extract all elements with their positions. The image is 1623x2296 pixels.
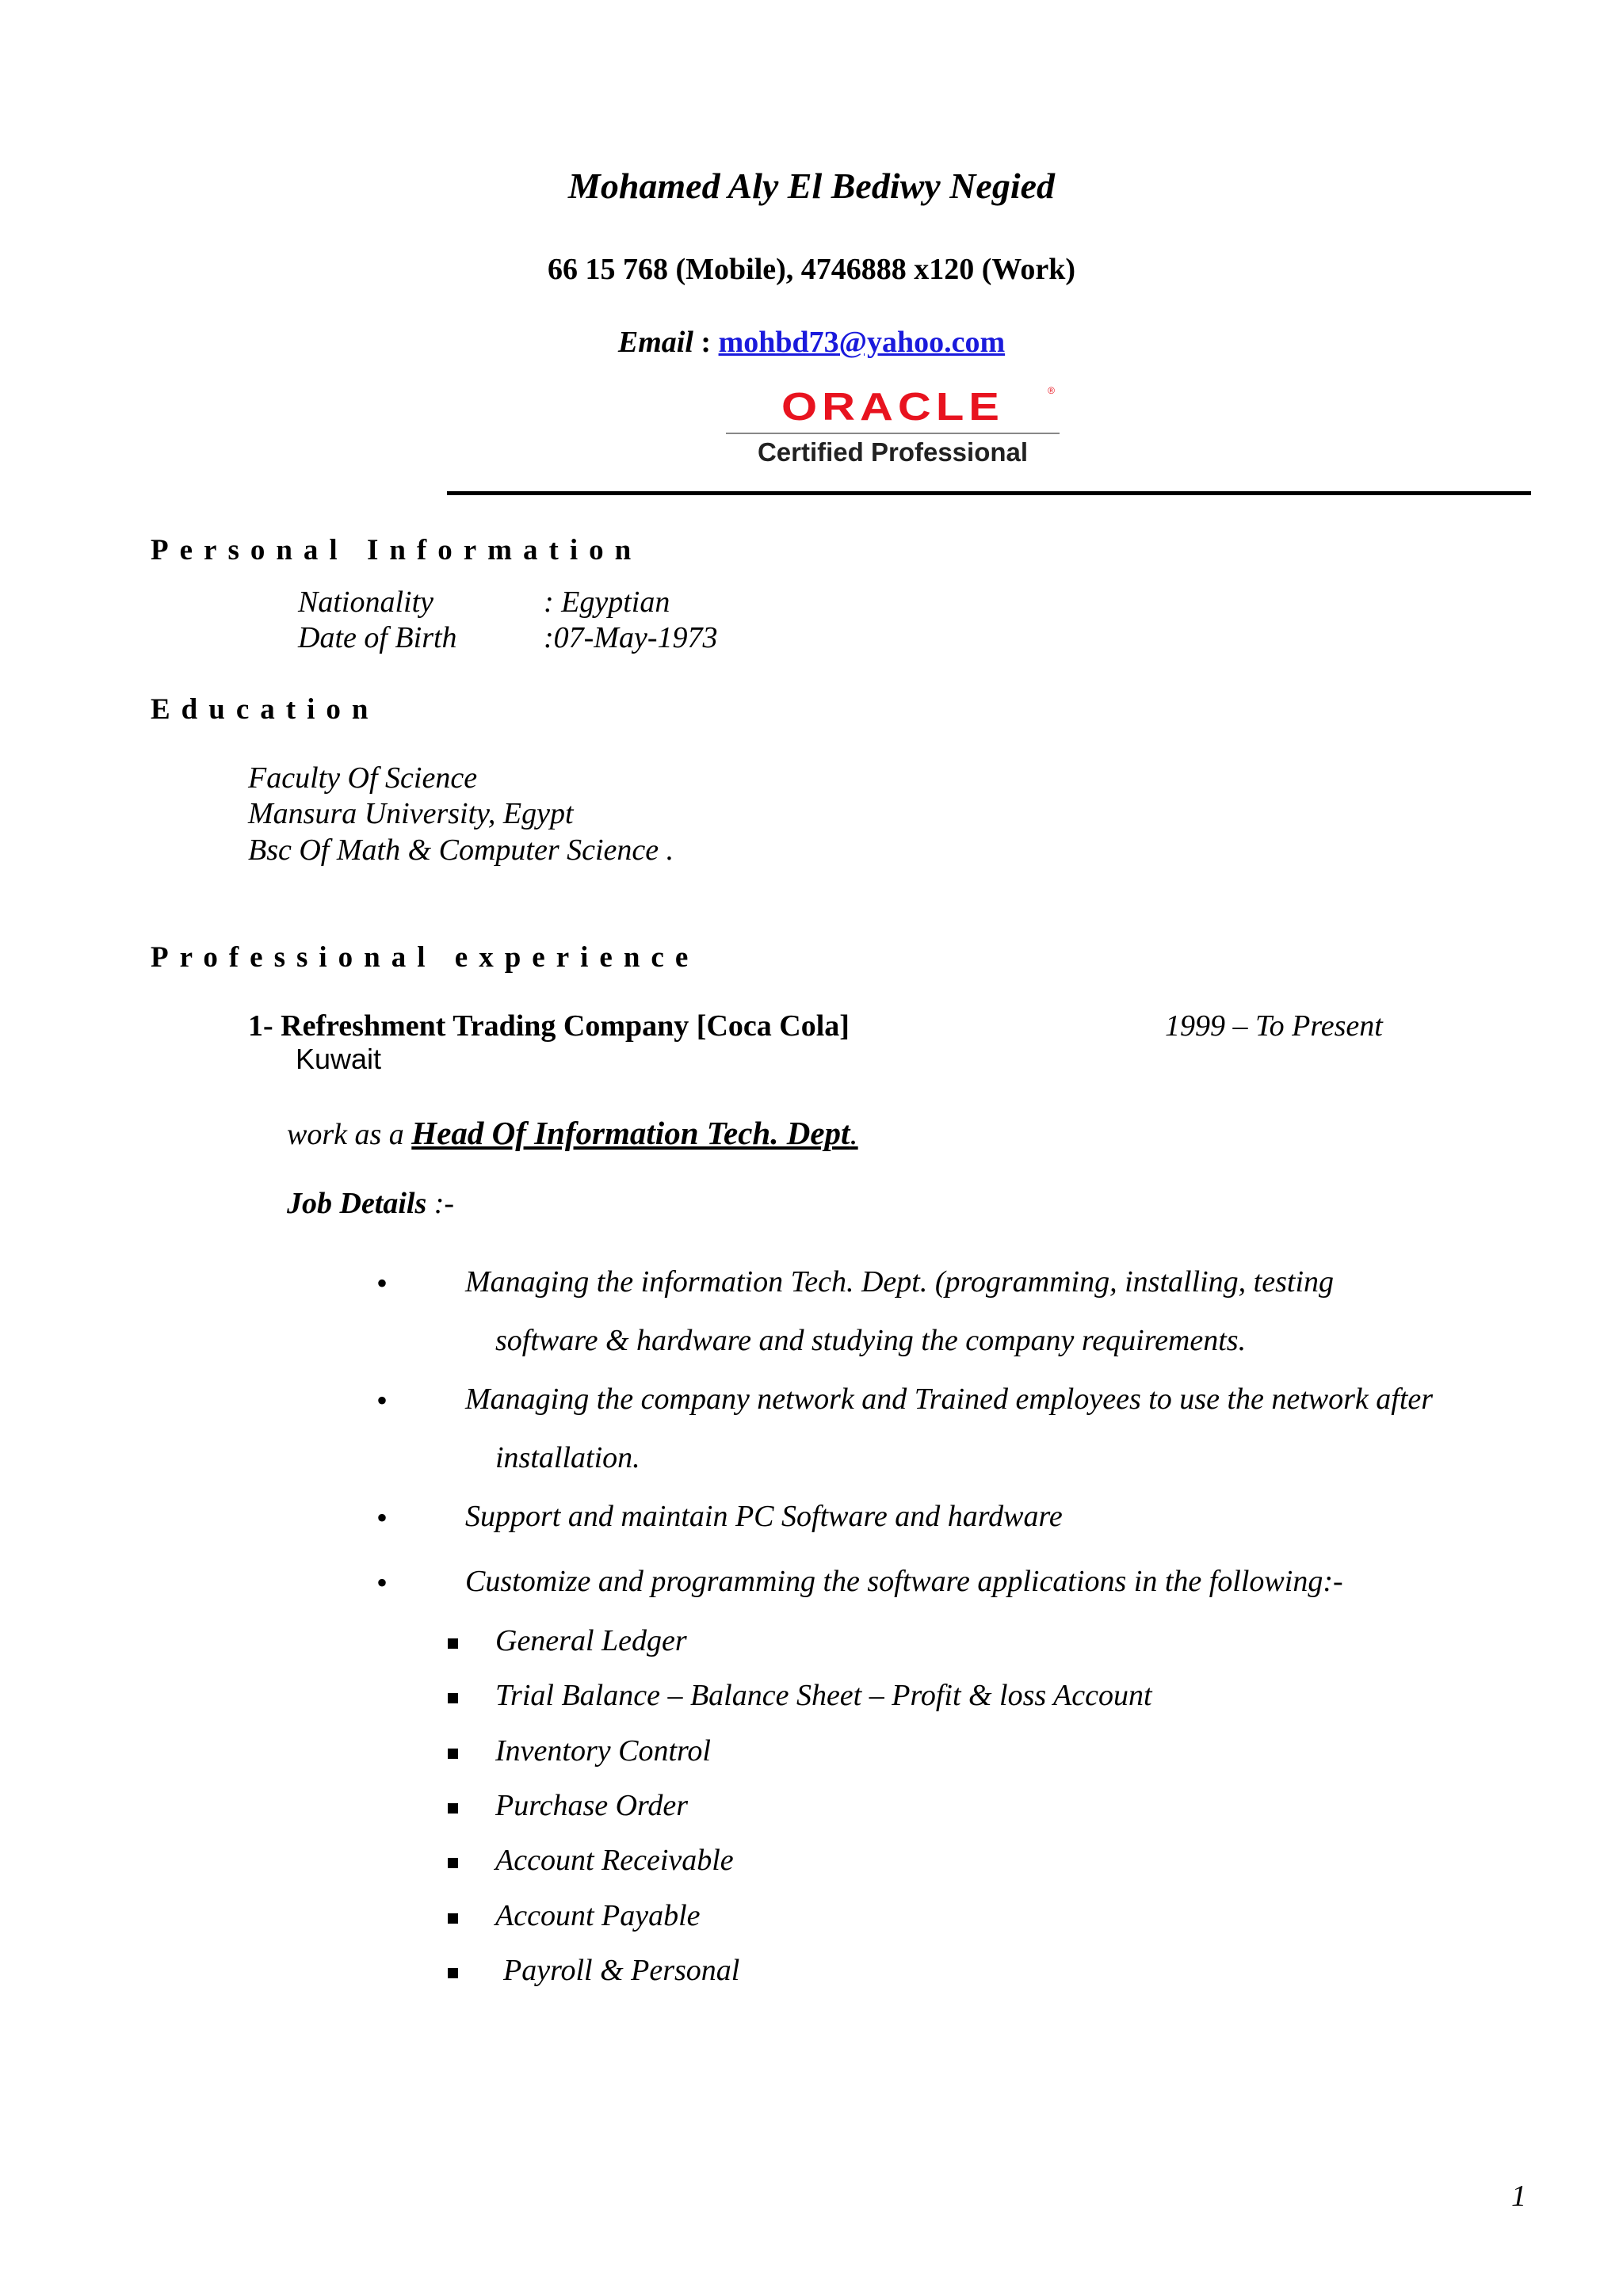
- square-bullet-icon: [448, 1913, 458, 1924]
- job-details-heading: [287, 1186, 454, 1221]
- section-heading-personal: Personal Information: [151, 534, 643, 566]
- education-line: Bsc Of Math & Computer Science .: [248, 833, 674, 867]
- header-divider: [447, 491, 1531, 495]
- nationality-value: : Egyptian: [544, 585, 670, 619]
- job-period: 1999 – To Present: [1165, 1009, 1383, 1043]
- square-bullet-icon: [448, 1693, 458, 1703]
- section-heading-education: Education: [151, 693, 380, 726]
- bullet-icon: •: [376, 1500, 388, 1535]
- square-bullet-icon: [448, 1968, 458, 1978]
- square-bullet-icon: [448, 1638, 458, 1649]
- bullet-icon: •: [376, 1383, 388, 1418]
- education-line: Faculty Of Science: [248, 761, 478, 795]
- logo-divider: [726, 433, 1060, 434]
- oracle-certified-logo: [724, 380, 1061, 477]
- square-bullet-icon: [448, 1803, 458, 1814]
- email-label: Email: [617, 326, 693, 359]
- job-details-suffix: :-: [426, 1187, 455, 1220]
- square-bullet-icon: [448, 1749, 458, 1759]
- job-location: Kuwait: [296, 1043, 382, 1075]
- registered-mark: ®: [1048, 385, 1055, 396]
- job-role-line: [287, 1114, 858, 1152]
- sub-list-item: General Ledger: [495, 1624, 687, 1657]
- email-separator: :: [693, 326, 719, 359]
- list-item-continuation: software & hardware and studying the company requirements.: [495, 1324, 1247, 1357]
- oracle-logo-wordmark: ORACLE: [781, 384, 1004, 429]
- education-line: Mansura University, Egypt: [248, 797, 574, 830]
- list-item: Support and maintain PC Software and hardware: [465, 1500, 1063, 1533]
- page-number: 1: [1511, 2180, 1526, 2213]
- job-role: Head Of Information Tech. Dept: [411, 1115, 850, 1151]
- square-bullet-icon: [448, 1858, 458, 1868]
- bullet-icon: •: [376, 1265, 388, 1301]
- email-line: [0, 325, 1623, 360]
- dob-value: :07-May-1973: [544, 621, 718, 654]
- list-item: Managing the company network and Trained employees to use the network after: [465, 1383, 1434, 1416]
- role-tail: .: [850, 1115, 858, 1151]
- candidate-name: Mohamed Aly El Bediwy Negied: [567, 166, 1056, 206]
- sub-list-item: Trial Balance – Balance Sheet – Profit & loss Account: [495, 1679, 1152, 1712]
- section-heading-experience: Professional experience: [151, 941, 700, 974]
- job-title: 1- Refreshment Trading Company [Coca Cola]: [248, 1009, 850, 1043]
- list-item: Customize and programming the software applications in the following:-: [465, 1565, 1343, 1598]
- sub-list-item: Account Receivable: [495, 1844, 734, 1877]
- oracle-logo-subtitle: Certified Professional: [757, 437, 1029, 467]
- sub-list-item: Inventory Control: [495, 1734, 711, 1768]
- dob-label: Date of Birth: [298, 621, 457, 654]
- email-link[interactable]: mohbd73@yahoo.com: [718, 326, 1006, 359]
- phone-numbers: 66 15 768 (Mobile), 4746888 x120 (Work): [547, 253, 1075, 286]
- sub-list-item: Account Payable: [495, 1899, 701, 1932]
- role-prefix: work as a: [287, 1118, 412, 1151]
- list-item-continuation: installation.: [495, 1441, 640, 1474]
- sub-list-item: Payroll & Personal: [503, 1954, 740, 1987]
- nationality-label: Nationality: [298, 585, 433, 619]
- list-item: Managing the information Tech. Dept. (programming, installing, testing: [465, 1265, 1335, 1299]
- sub-list-item: Purchase Order: [495, 1789, 689, 1822]
- job-details-label: Job Details: [287, 1187, 427, 1220]
- bullet-icon: •: [376, 1565, 388, 1600]
